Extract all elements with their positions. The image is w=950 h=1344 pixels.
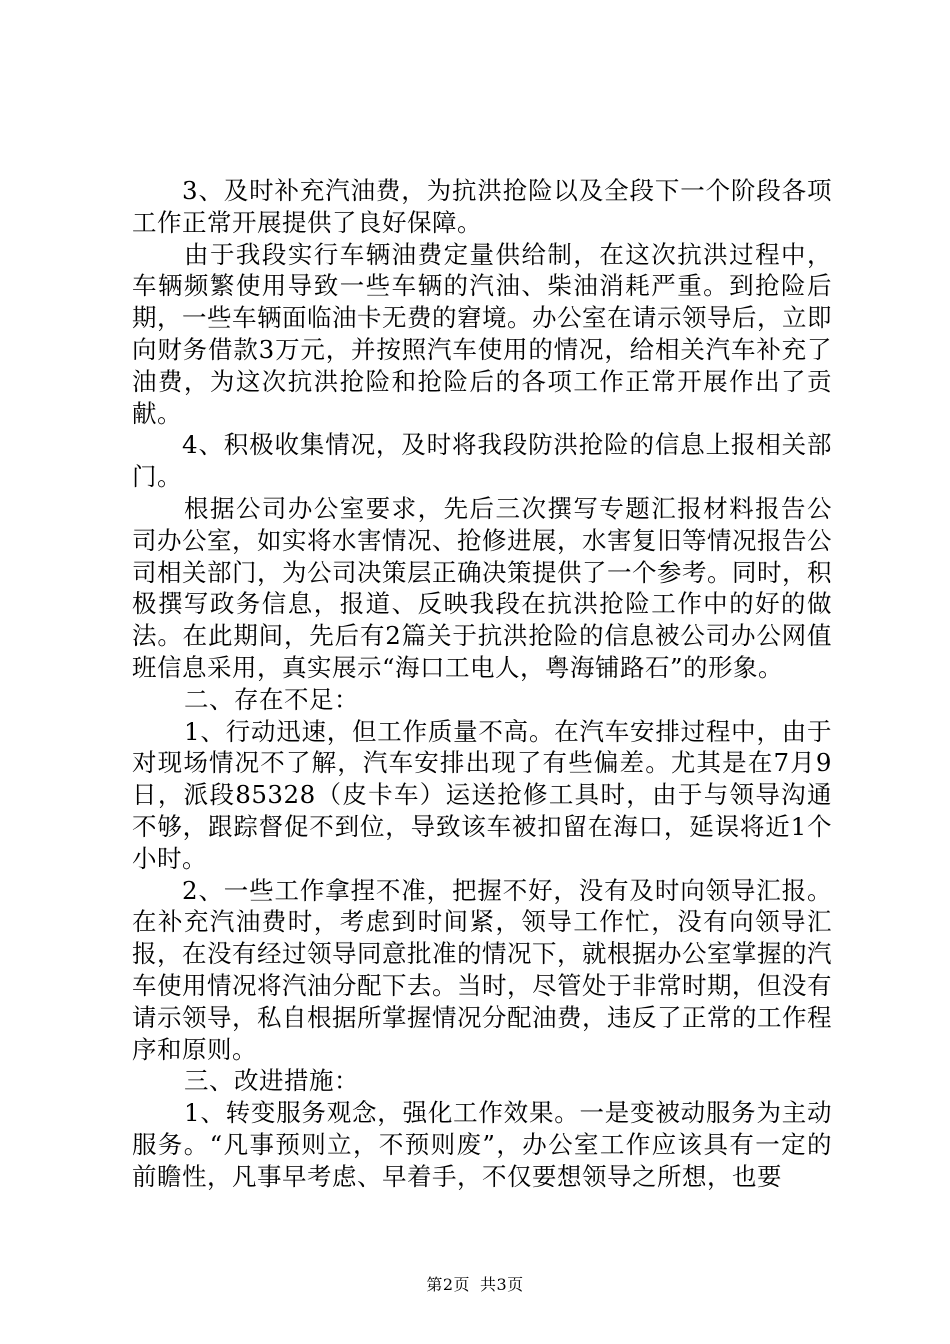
paragraph-fuel-fee-details: 由于我段实行车辆油费定量供给制，在这次抗洪过程中，车辆频繁使用导致一些车辆的汽油、柴油消耗严重。到抢险后期，一些车辆面临油卡无费的窘境。办公室在请示领导后，立即向财务借款3万元，并按照汽车使用的情况，给相关汽车补充了油费，为这次抗洪抢险和抢险后的各项工作正常开展作出了贡献。 (132, 239, 832, 428)
section-heading-improvements: 三、改进措施： (184, 1066, 359, 1096)
paragraph-improvement-1: 1、转变服务观念，强化工作效果。一是变被动服务为主动服务。“凡事预则立，不预则废”，办公室工作应该具有一定的前瞻性，凡事早考虑、早着手，不仅要想领导之所想，也要 (132, 1098, 832, 1191)
body-text (132, 175, 832, 1193)
page-number-current: 第2页 (426, 1275, 470, 1294)
paragraph-item-3-heading: 3、及时补充汽油费，为抗洪抢险以及全段下一个阶段各项工作正常开展提供了良好保障。 (132, 176, 832, 237)
page-footer (0, 1275, 950, 1295)
paragraph-report-details: 根据公司办公室要求，先后三次撰写专题汇报材料报告公司办公室，如实将水害情况、抢修进展，水害复旧等情况报告公司相关部门，为公司决策层正确决策提供了一个参考。同时，积极撰写政务信息，报道、反映我段在抗洪抢险工作中的好的做法。在此期间，先后有2篇关于抗洪抢险的信息被公司办公网值班信息采用，真实展示“海口工电人，粤海铺路石”的形象。 (132, 493, 832, 682)
paragraph-shortcoming-1: 1、行动迅速，但工作质量不高。在汽车安排过程中，由于对现场情况不了解，汽车安排出现了有些偏差。尤其是在7月9日，派段85328（皮卡车）运送抢修工具时，由于与领导沟通不够，跟踪督促不到位，导致该车被扣留在海口，延误将近1个小时。 (132, 716, 832, 873)
paragraph-shortcoming-2: 2、一些工作拿捏不准，把握不好，没有及时向领导汇报。在补充汽油费时，考虑到时间紧，领导工作忙，没有向领导汇报，在没有经过领导同意批准的情况下，就根据办公室掌握的汽车使用情况将汽油分配下去。当时，尽管处于非常时期，但没有请示领导，私自根据所掌握情况分配油费，违反了正常的工作程序和原则。 (132, 875, 832, 1064)
paragraph-item-4-heading: 4、积极收集情况，及时将我段防洪抢险的信息上报相关部门。 (132, 430, 832, 492)
page-number-total: 共3页 (480, 1275, 524, 1294)
section-heading-shortcomings: 二、存在不足： (184, 684, 359, 714)
